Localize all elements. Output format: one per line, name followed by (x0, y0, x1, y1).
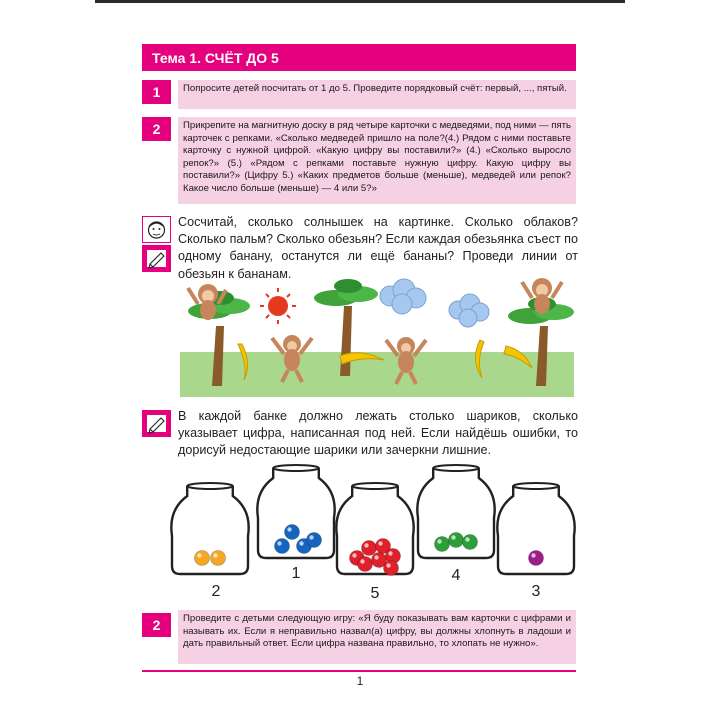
ball-highlight (360, 559, 364, 563)
pencil-icon (142, 245, 171, 272)
ball-highlight (364, 543, 368, 547)
ball (211, 551, 226, 566)
jar-label: 4 (451, 567, 461, 584)
cloud-icon (380, 279, 426, 314)
ball-highlight (287, 527, 291, 531)
ball-highlight (437, 539, 441, 543)
jar-rim (352, 483, 398, 489)
jar-label: 5 (370, 585, 380, 602)
cloud-icon (449, 294, 489, 327)
face-icon (142, 216, 171, 243)
jar-rim (513, 483, 559, 489)
task-text: В каждой банке должно лежать столько шариков, сколько указывает цифра, написанная под ней. Если найдёшь ошибки, то дорисуй недостающие шарики или зачеркни лишние. (178, 409, 578, 458)
ball-highlight (299, 541, 303, 545)
ball-highlight (277, 541, 281, 545)
jar (257, 468, 334, 558)
ball-highlight (352, 553, 356, 557)
ball-highlight (386, 563, 390, 567)
jar-rim (187, 483, 233, 489)
teacher-note: Попросите детей посчитать от 1 до 5. Проведите порядковый счёт: первый, ..., пятый. (178, 80, 576, 109)
ball (307, 533, 322, 548)
ball-highlight (531, 553, 535, 557)
ball (275, 539, 290, 554)
ball (449, 533, 464, 548)
jar (171, 486, 248, 574)
ball (195, 551, 210, 566)
ball (384, 561, 399, 576)
ball (362, 541, 377, 556)
ball (358, 557, 373, 572)
ball-highlight (388, 551, 392, 555)
ball (435, 537, 450, 552)
jar-rim (273, 465, 319, 471)
page-number: 1 (356, 674, 364, 688)
jar-rim (433, 465, 479, 471)
top-border (95, 0, 625, 3)
ball-highlight (374, 555, 378, 559)
topic-banner (142, 44, 576, 71)
jar-label: 2 (211, 583, 221, 600)
teacher-note: Проведите с детьми следующую игру: «Я буду показывать вам карточки с цифрами и называть их. Если я неправильно назвал(а) цифру, вы должны хлопнуть в ладоши и дать правильный ответ. Если цифра названа правильно, то хлопать не нужно». (178, 610, 576, 664)
ball-highlight (197, 553, 201, 557)
pencil-icon (142, 410, 171, 437)
footer-divider (142, 670, 576, 672)
note-number-badge: 1 (142, 80, 171, 104)
ball-highlight (378, 541, 382, 545)
ball (285, 525, 300, 540)
note-number-badge: 2 (142, 613, 171, 637)
ball-highlight (451, 535, 455, 539)
ball (529, 551, 544, 566)
jar-label: 3 (531, 583, 541, 600)
jungle-scene (180, 276, 574, 406)
sun-icon (260, 288, 296, 324)
ball-highlight (309, 535, 313, 539)
jars-illustration (170, 462, 590, 582)
ball-highlight (465, 537, 469, 541)
ball (463, 535, 478, 550)
ball-highlight (213, 553, 217, 557)
note-number-badge: 2 (142, 117, 171, 141)
task-text: Сосчитай, сколько солнышек на картинке. Сколько облаков? Сколько пальм? Сколько обезьян? Если каждая обезьянка съест по одному банану, останутся ли ещё бананы? Проведи линии от обезьян к бананам. (178, 215, 578, 281)
page-title: Тема 1. СЧЁТ ДО 5 (152, 49, 279, 66)
teacher-note: Прикрепите на магнитную доску в ряд четыре карточки с медведями, под ними — пять карточек с репками. «Сколько медведей пришло на поле?(4.) Рядом с ними поставьте карточку с нужной цифрой. «Какую цифру вы поставили?» (4.) «Сколько выросло репок?» (5.) «Рядом с репками поставьте нужную цифру. Какую цифру вы поставили?» (Цифру 5.) «Каких предметов больше (меньше), медведей или репок? Какое число больше (меньше) — 4 или 5?» (178, 117, 576, 204)
jar-label: 1 (291, 565, 301, 582)
